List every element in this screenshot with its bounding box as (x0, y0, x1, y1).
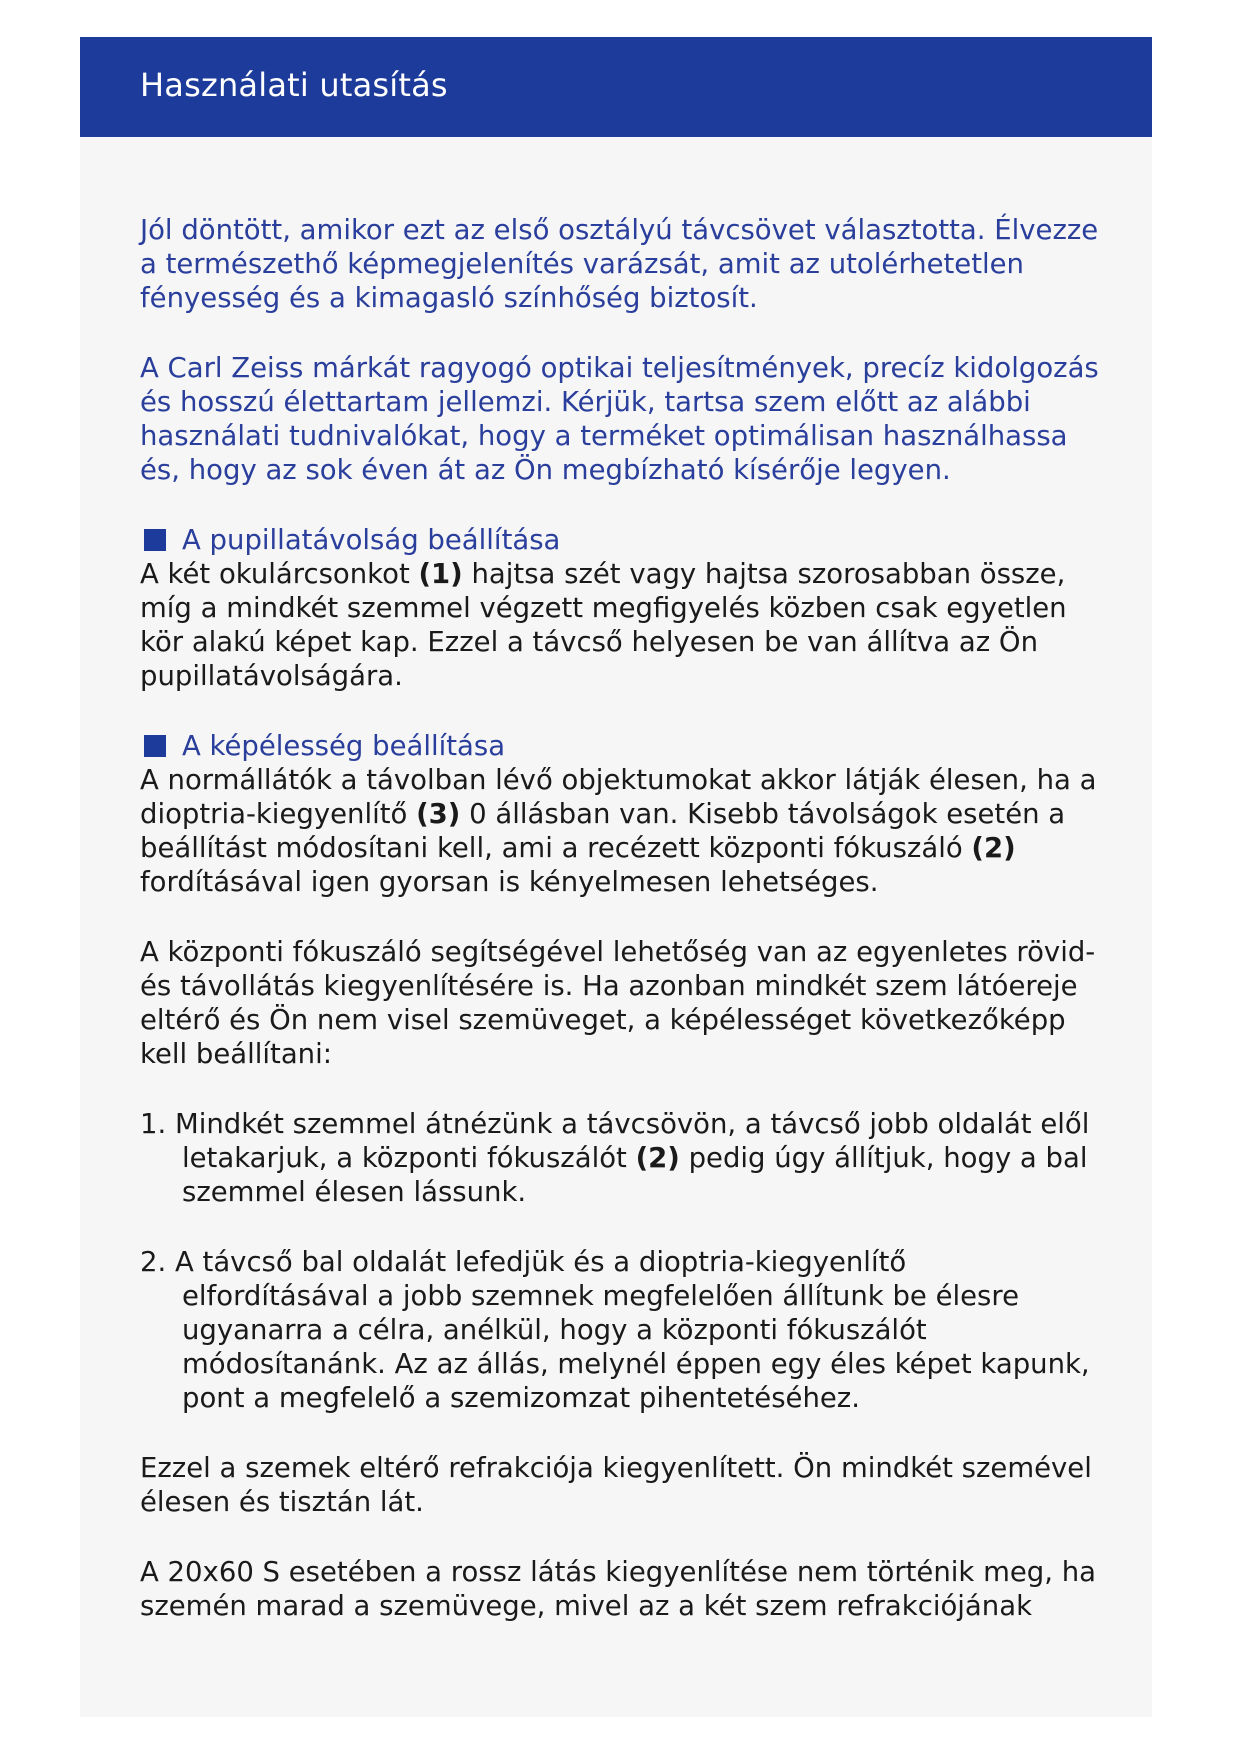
text-run: 1. Mindkét szemmel átnézünk a távcsövön, a távcső jobb oldalát elől letakarjuk, a központi fókuszálót (140, 1108, 1090, 1174)
section-heading-label: A képélesség beállítása (182, 730, 506, 762)
manual-page (80, 37, 1152, 1717)
text-run: A két okulárcsonkot (140, 558, 419, 590)
intro-paragraph-2: A Carl Zeiss márkát ragyogó optikai teljesítmények, precíz kidolgozás és hosszú élettartam jellemzi. Kérjük, tartsa szem előtt az alábbi használati tudnivalókat, hogy a terméket optimálisan használhassa és, hogy az sok éven át az Ön megbízható kísérője legyen. (140, 352, 1099, 486)
focus-paragraph-3: Ezzel a szemek eltérő refrakciója kiegyenlített. Ön mindkét szemével élesen és tisztán lát. (140, 1452, 1092, 1518)
pupil-distance-paragraph (140, 557, 1100, 693)
text-run: hajtsa szét vagy hajtsa szorosabban össze, míg a mindkét szemmel végzett megfigyelés közben csak egyetlen kör alakú képet kap. Ezzel a távcső helyesen be van állítva az Ön pupillatávolságára. (140, 558, 1067, 692)
list-item-1 (140, 1107, 1100, 1209)
content-area (140, 213, 1100, 1659)
part-reference: (2) (635, 1142, 680, 1174)
list-item-2: 2. A távcső bal oldalát lefedjük és a dioptria-kiegyenlítő elfordításával a jobb szemnek megfelelően állítunk be élesre ugyanarra a célra, anélkül, hogy a központi fókuszálót módosítanánk. Az az állás, melynél éppen egy éles képet kapunk, pont a megfelelő a szemizomzat pihentetéséhez. (140, 1246, 1090, 1414)
part-reference: (2) (971, 832, 1016, 864)
focus-paragraph-2: A központi fókuszáló segítségével lehetőség van az egyenletes rövid- és távollátás kiegyenlítésére is. Ha azonban mindkét szem látóereje eltérő és Ön nem visel szemüveget, a képélességet következőképp kell beállítani: (140, 936, 1096, 1070)
text-run: fordításával igen gyorsan is kényelmesen lehetséges. (140, 866, 879, 898)
part-reference: (1) (418, 558, 463, 590)
square-bullet-icon (144, 529, 166, 551)
square-bullet-icon (144, 735, 166, 757)
section-heading-focus (140, 729, 1100, 763)
text-run: 0 állásban van. Kisebb távolságok esetén a beállítást módosítani kell, ami a recézett központi fókuszáló (140, 798, 1066, 864)
header-bar (80, 37, 1152, 137)
text-run: A normállátók a távolban lévő objektumokat akkor látják élesen, ha a dioptria-kiegyenlítő (140, 764, 1097, 830)
intro-paragraph-1: Jól döntött, amikor ezt az első osztályú távcsövet választotta. Élvezze a természethő képmegjelenítés varázsát, amit az utolérhetetlen fényesség és a kimagasló színhőség biztosít. (140, 214, 1099, 314)
focus-paragraph-4: A 20x60 S esetében a rossz látás kiegyenlítése nem történik meg, ha szemén marad a szemüvege, mivel az a két szem refrakciójának (140, 1556, 1097, 1622)
page-title: Használati utasítás (140, 66, 448, 104)
section-heading-label: A pupillatávolság beállítása (182, 524, 561, 556)
part-reference: (3) (416, 798, 461, 830)
focus-paragraph-1 (140, 763, 1100, 899)
section-heading-pupil-distance (140, 523, 1100, 557)
text-run: pedig úgy állítjuk, hogy a bal szemmel élesen lássunk. (182, 1142, 1088, 1208)
